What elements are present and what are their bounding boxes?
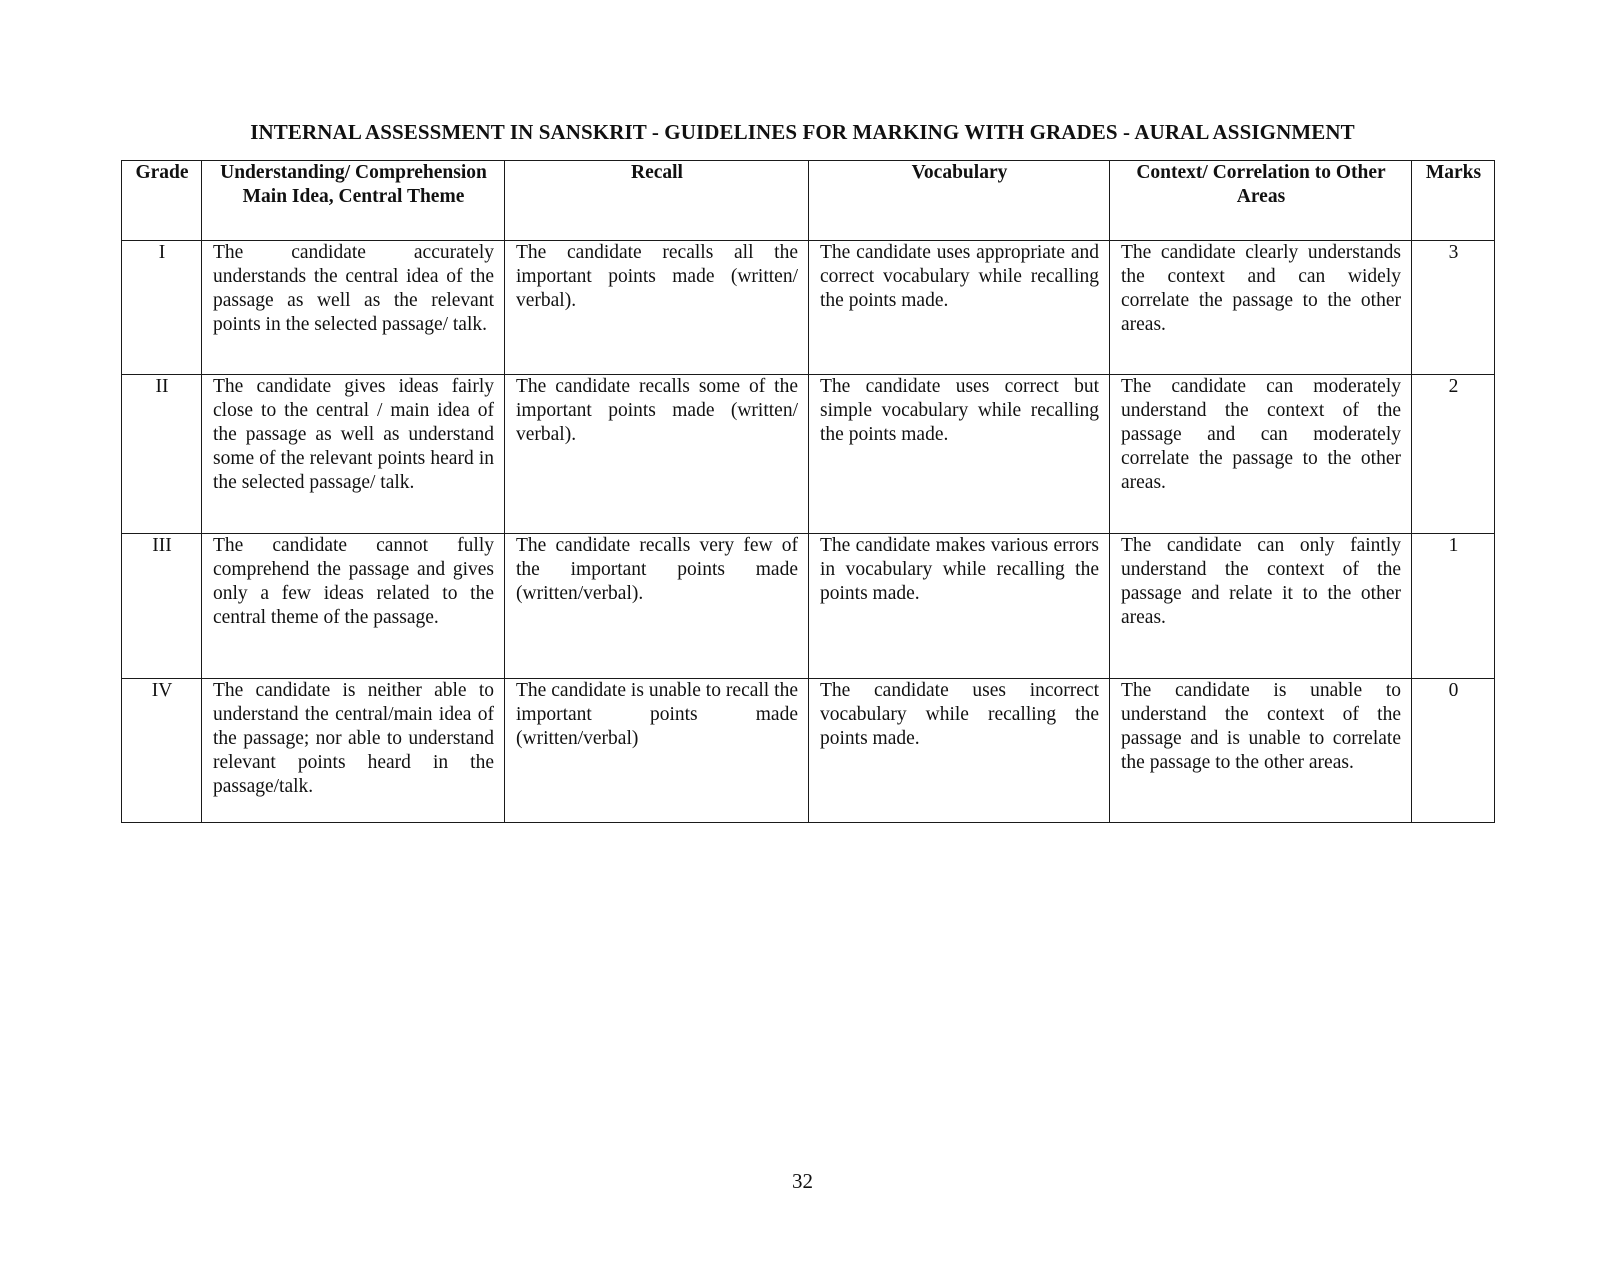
marks-cell: 3 xyxy=(1412,241,1495,375)
header-context: Context/ Correlation to Other Areas xyxy=(1110,161,1412,241)
understanding-cell: The candidate accurately understands the central idea of the passage as well as the relevant points in the selected passage/ talk. xyxy=(202,241,505,375)
understanding-cell: The candidate is neither able to understand the central/main idea of the passage; nor able to understand relevant points heard in the passage/talk. xyxy=(202,679,505,823)
table-row xyxy=(122,375,1495,534)
table-header-row xyxy=(122,161,1495,241)
vocabulary-cell: The candidate makes various errors in vocabulary while recalling the points made. xyxy=(809,534,1110,679)
grade-cell: IV xyxy=(122,679,202,823)
context-cell: The candidate is unable to understand the context of the passage and is unable to correlate the passage to the other areas. xyxy=(1110,679,1412,823)
marks-cell: 2 xyxy=(1412,375,1495,534)
understanding-cell: The candidate cannot fully comprehend the passage and gives only a few ideas related to the central theme of the passage. xyxy=(202,534,505,679)
vocabulary-cell: The candidate uses incorrect vocabulary while recalling the points made. xyxy=(809,679,1110,823)
grade-cell: II xyxy=(122,375,202,534)
page-title: INTERNAL ASSESSMENT IN SANSKRIT - GUIDELINES FOR MARKING WITH GRADES - AURAL ASSIGNMENT xyxy=(250,120,1355,144)
grading-rubric-table xyxy=(121,160,1495,823)
header-vocabulary: Vocabulary xyxy=(809,161,1110,241)
understanding-cell: The candidate gives ideas fairly close to the central / main idea of the passage as well as understand some of the relevant points heard in the selected passage/ talk. xyxy=(202,375,505,534)
header-grade: Grade xyxy=(122,161,202,241)
context-cell: The candidate can only faintly understand the context of the passage and relate it to the other areas. xyxy=(1110,534,1412,679)
recall-cell: The candidate is unable to recall the important points made (written/verbal) xyxy=(505,679,809,823)
context-cell: The candidate can moderately understand the context of the passage and can moderately correlate the passage to the other areas. xyxy=(1110,375,1412,534)
page-number: 32 xyxy=(792,1169,813,1193)
vocabulary-cell: The candidate uses appropriate and correct vocabulary while recalling the points made. xyxy=(809,241,1110,375)
grade-cell: I xyxy=(122,241,202,375)
header-marks: Marks xyxy=(1412,161,1495,241)
marks-cell: 1 xyxy=(1412,534,1495,679)
recall-cell: The candidate recalls all the important points made (written/ verbal). xyxy=(505,241,809,375)
marks-cell: 0 xyxy=(1412,679,1495,823)
table-row xyxy=(122,241,1495,375)
header-recall: Recall xyxy=(505,161,809,241)
vocabulary-cell: The candidate uses correct but simple vocabulary while recalling the points made. xyxy=(809,375,1110,534)
table-row xyxy=(122,534,1495,679)
table-row xyxy=(122,679,1495,823)
grade-cell: III xyxy=(122,534,202,679)
context-cell: The candidate clearly understands the context and can widely correlate the passage to the other areas. xyxy=(1110,241,1412,375)
recall-cell: The candidate recalls very few of the important points made (written/verbal). xyxy=(505,534,809,679)
recall-cell: The candidate recalls some of the important points made (written/ verbal). xyxy=(505,375,809,534)
header-understanding: Understanding/ Comprehension Main Idea, Central Theme xyxy=(202,161,505,241)
